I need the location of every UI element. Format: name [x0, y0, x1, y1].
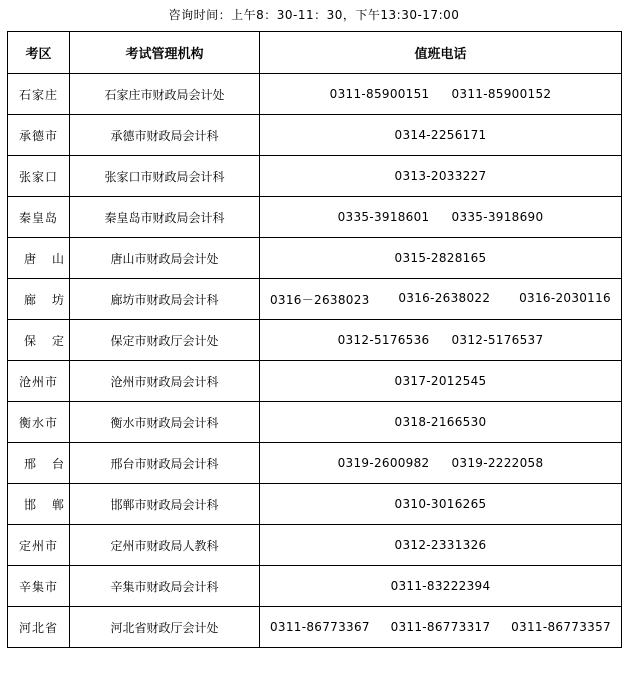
table-row [8, 402, 622, 443]
phone-number: 0313-2033227 [394, 169, 487, 183]
region-cell: 沧州市 [8, 361, 70, 402]
phone-number: 0318-2166530 [394, 415, 487, 429]
table-header-row [8, 32, 622, 74]
phone-number-group [260, 579, 621, 593]
exam-authority-cell: 定州市财政局人教科 [70, 525, 260, 566]
table-row [8, 484, 622, 525]
phone-number: 0316-2638022 [398, 290, 491, 305]
exam-authority-cell: 唐山市财政局会计处 [70, 238, 260, 279]
duty-phone-cell [260, 238, 622, 279]
phone-number-group [260, 169, 621, 183]
exam-authority-cell: 张家口市财政局会计科 [70, 156, 260, 197]
table-row [8, 525, 622, 566]
exam-office-contact-table [7, 31, 622, 648]
region-cell: 保定 [8, 320, 70, 361]
region-cell: 石家庄 [8, 74, 70, 115]
phone-number-group [260, 456, 621, 470]
duty-phone-cell [260, 566, 622, 607]
header-duty-phone: 值班电话 [260, 32, 622, 74]
region-cell: 辛集市 [8, 566, 70, 607]
table-body [8, 74, 622, 648]
phone-number-group [260, 497, 621, 511]
table-row [8, 156, 622, 197]
exam-authority-cell: 承德市财政局会计科 [70, 115, 260, 156]
phone-number-group [260, 620, 621, 634]
table-row [8, 279, 622, 320]
duty-phone-cell [260, 115, 622, 156]
table-row [8, 115, 622, 156]
table-row [8, 320, 622, 361]
exam-authority-cell: 邯郸市财政局会计科 [70, 484, 260, 525]
table-row [8, 74, 622, 115]
table-row [8, 197, 622, 238]
region-cell: 秦皇岛 [8, 197, 70, 238]
header-exam-authority: 考试管理机构 [70, 32, 260, 74]
duty-phone-cell [260, 525, 622, 566]
phone-number-group [260, 415, 621, 429]
phone-number-group [260, 291, 621, 308]
phone-number-group [260, 87, 621, 101]
region-cell: 邢台 [8, 443, 70, 484]
duty-phone-cell [260, 361, 622, 402]
phone-number-group [260, 333, 621, 347]
exam-authority-cell: 保定市财政厅会计处 [70, 320, 260, 361]
phone-number: 0312-5176536 [337, 333, 430, 347]
region-cell: 定州市 [8, 525, 70, 566]
region-cell: 邯郸 [8, 484, 70, 525]
exam-authority-cell: 衡水市财政局会计科 [70, 402, 260, 443]
phone-number-group [260, 128, 621, 142]
phone-number: 0312-5176537 [451, 333, 544, 347]
phone-number: 0312-2331326 [394, 538, 487, 552]
phone-number: 0317-2012545 [394, 374, 487, 388]
phone-number: 0319-2600982 [337, 456, 430, 470]
consultation-hours-note: 咨询时间：上午8：30-11：30，下午13:30-17:00 [168, 8, 460, 22]
phone-number-group [260, 374, 621, 388]
duty-phone-cell [260, 156, 622, 197]
region-cell: 承德市 [8, 115, 70, 156]
phone-number: 0335-3918601 [337, 210, 430, 224]
exam-authority-cell: 石家庄市财政局会计处 [70, 74, 260, 115]
phone-number-group [260, 210, 621, 224]
exam-authority-cell: 沧州市财政局会计科 [70, 361, 260, 402]
region-cell: 唐山 [8, 238, 70, 279]
region-cell: 河北省 [8, 607, 70, 648]
phone-number: 0311-85900151 [329, 87, 430, 101]
table-row [8, 607, 622, 648]
table-row [8, 566, 622, 607]
exam-authority-cell: 河北省财政厅会计处 [70, 607, 260, 648]
phone-number: 0311-86773317 [390, 620, 491, 634]
duty-phone-cell [260, 279, 622, 320]
phone-number-group [260, 251, 621, 265]
duty-phone-cell [260, 320, 622, 361]
exam-authority-cell: 廊坊市财政局会计科 [70, 279, 260, 320]
exam-authority-cell: 邢台市财政局会计科 [70, 443, 260, 484]
region-cell: 廊坊 [8, 279, 70, 320]
phone-number: 0316－2638023 [270, 292, 370, 307]
exam-authority-cell: 秦皇岛市财政局会计科 [70, 197, 260, 238]
phone-number: 0310-3016265 [394, 497, 487, 511]
region-cell: 张家口 [8, 156, 70, 197]
phone-number: 0311-86773367 [270, 620, 370, 634]
duty-phone-cell [260, 484, 622, 525]
phone-number: 0316-2030116 [519, 290, 611, 305]
duty-phone-cell [260, 443, 622, 484]
duty-phone-cell [260, 402, 622, 443]
duty-phone-cell [260, 74, 622, 115]
duty-phone-cell [260, 607, 622, 648]
header-region: 考区 [8, 32, 70, 74]
table-row [8, 443, 622, 484]
phone-number: 0335-3918690 [451, 210, 544, 224]
phone-number: 0311-85900152 [451, 87, 552, 101]
phone-number: 0311-83222394 [390, 579, 491, 593]
exam-authority-cell: 辛集市财政局会计科 [70, 566, 260, 607]
phone-number: 0319-2222058 [451, 456, 544, 470]
phone-number: 0311-86773357 [511, 620, 611, 634]
phone-number: 0315-2828165 [394, 251, 487, 265]
phone-number-group [260, 538, 621, 552]
region-cell: 衡水市 [8, 402, 70, 443]
phone-number: 0314-2256171 [394, 128, 487, 142]
table-row [8, 361, 622, 402]
duty-phone-cell [260, 197, 622, 238]
table-row [8, 238, 622, 279]
